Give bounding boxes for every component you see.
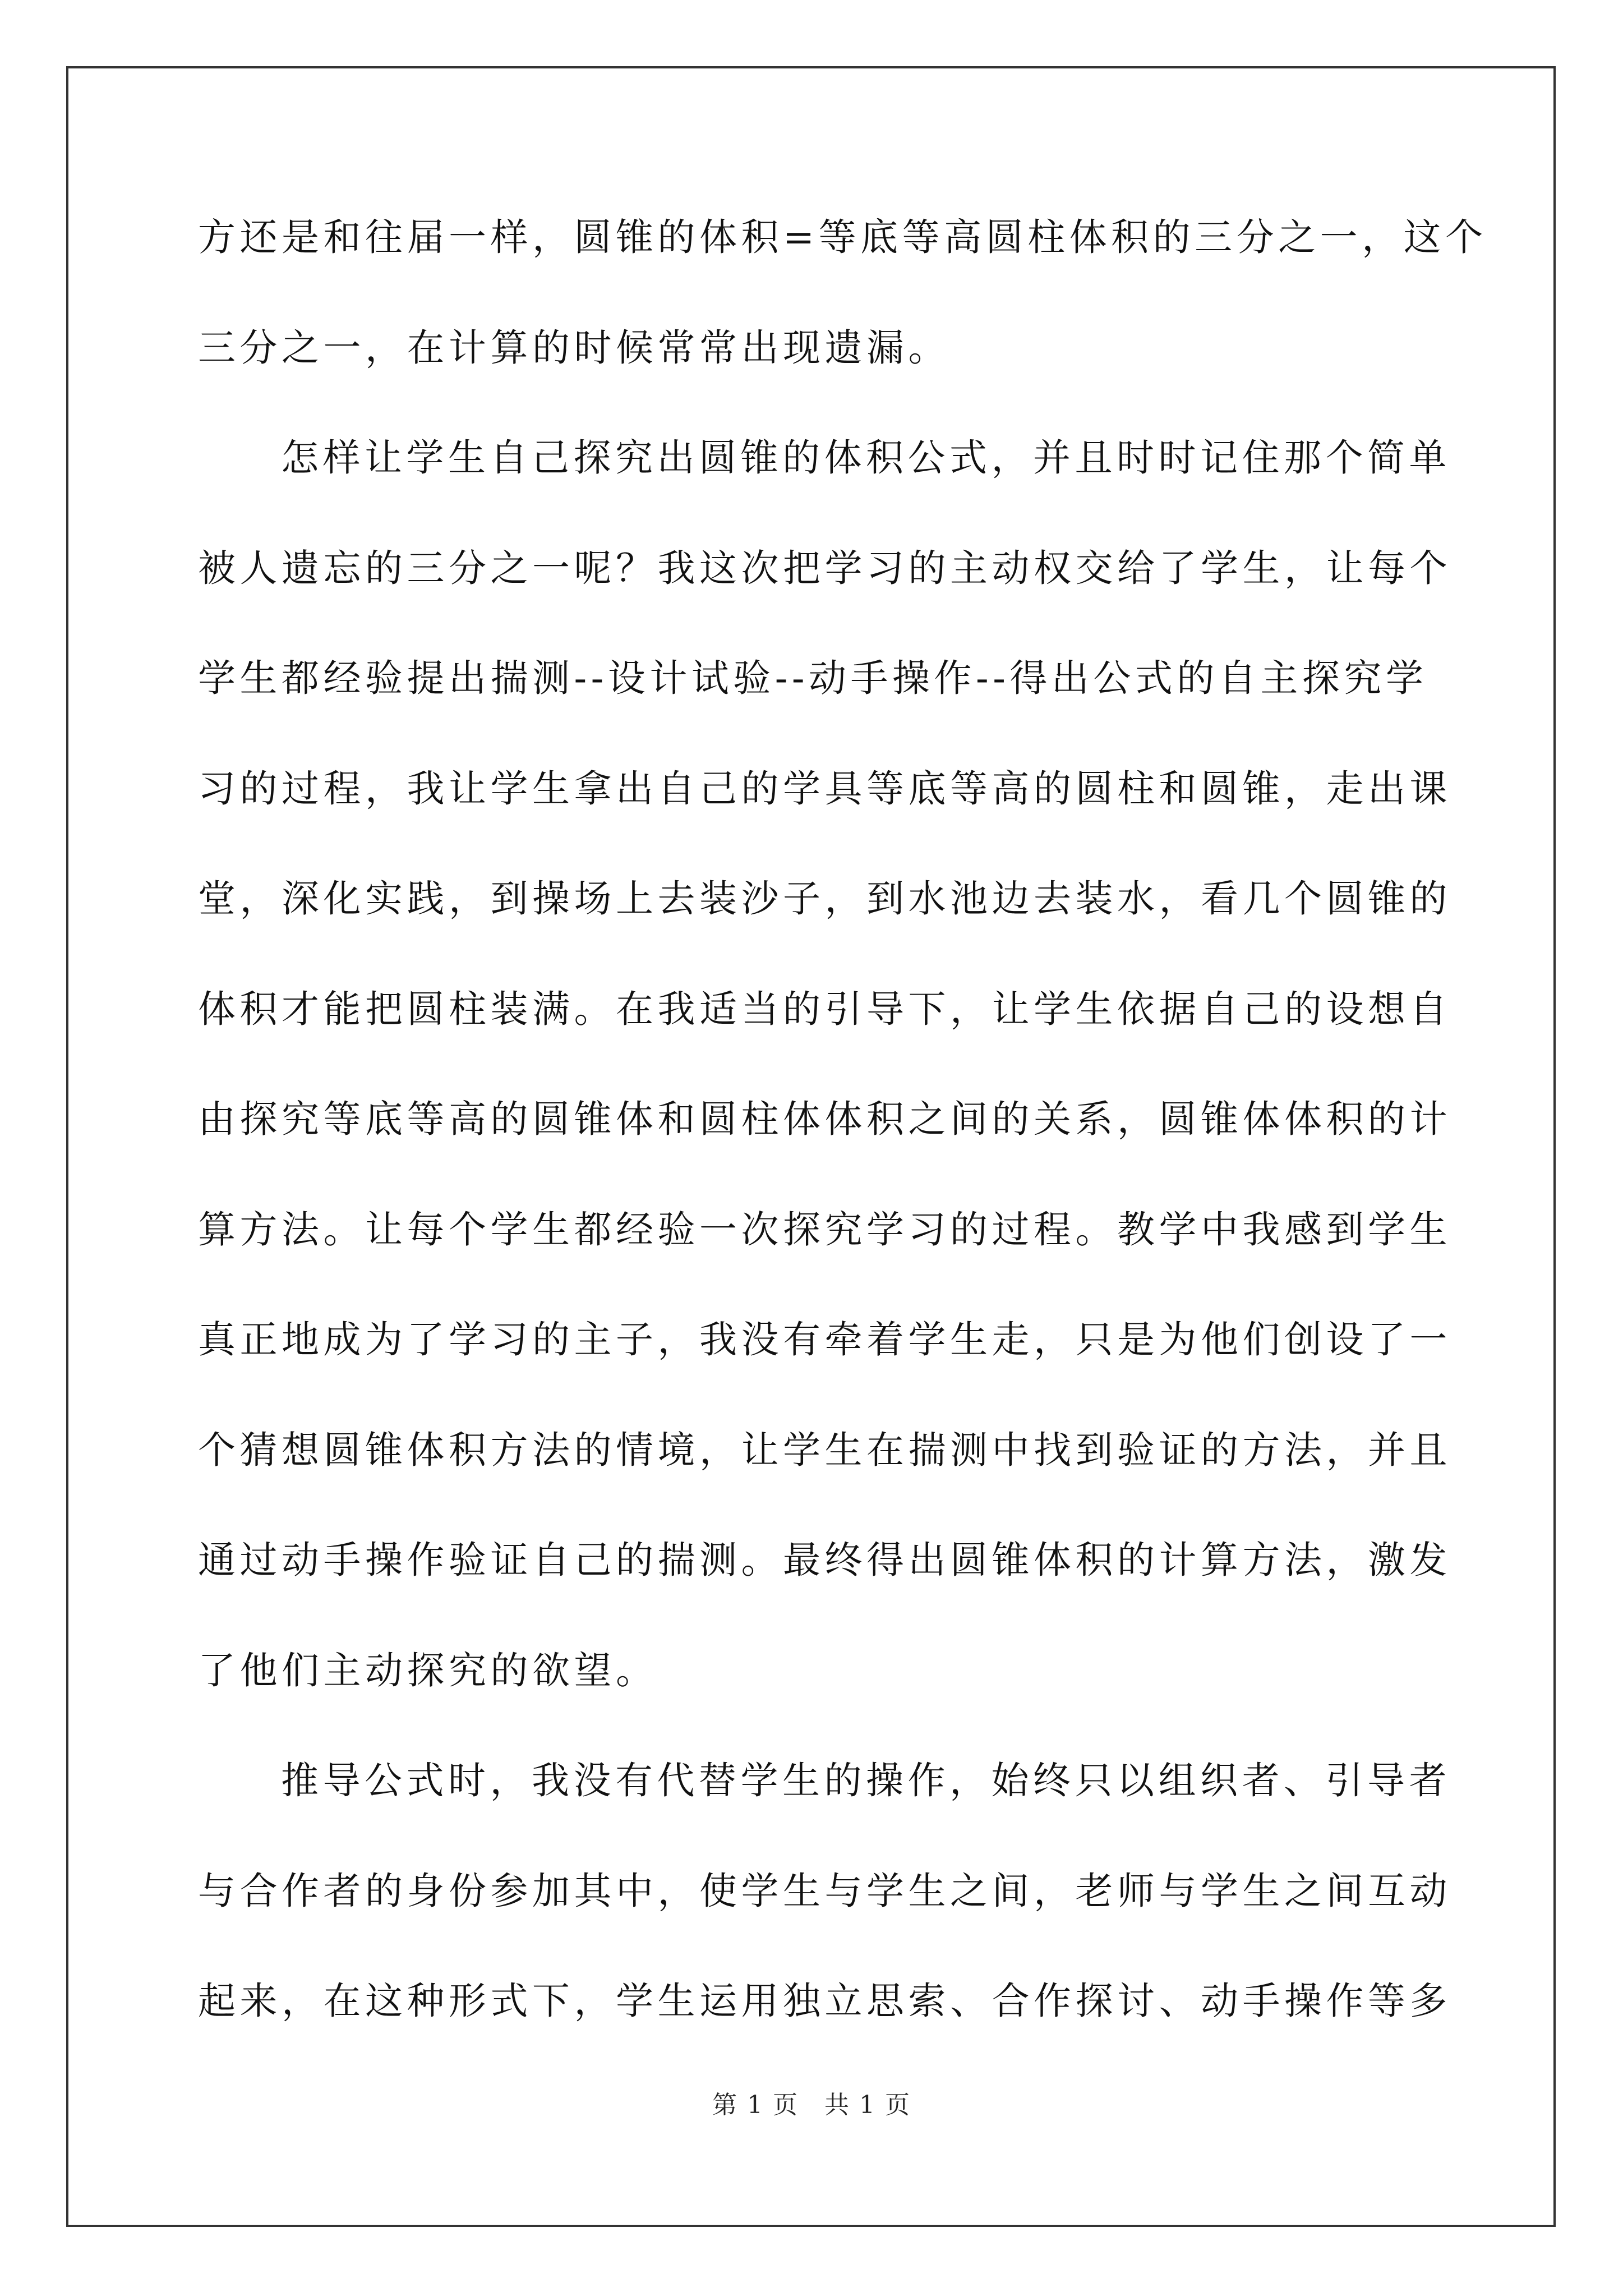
text-line: 通过动手操作验证自己的揣测。最终得出圆锥体积的计算方法，激发	[198, 1538, 1451, 1582]
document-body	[198, 182, 1487, 2056]
text-line: 学生都经验提出揣测--设计试验--动手操作--得出公式的自主探究学	[198, 656, 1428, 700]
text-line: 起来，在这种形式下，学生运用独立思索、合作探讨、动手操作等多	[198, 1979, 1451, 2023]
page-number-label: 第 1 页 共 1 页	[712, 2091, 911, 2119]
paragraph-1	[198, 182, 1487, 403]
text-line: 怎样让学生自己探究出圆锥的体积公式，并且时时记住那个简单	[281, 436, 1451, 480]
text-line: 算方法。让每个学生都经验一次探究学习的过程。教学中我感到学生	[198, 1207, 1451, 1251]
text-line: 与合作者的身份参加其中，使学生与学生之间，老师与学生之间互动	[198, 1869, 1451, 1913]
text-line: 由探究等底等高的圆锥体和圆柱体体积之间的关系，圆锥体体积的计	[198, 1097, 1451, 1141]
text-line: 堂，深化实践，到操场上去装沙子，到水池边去装水，看几个圆锥的	[198, 877, 1451, 921]
text-line: 习的过程，我让学生拿出自己的学具等底等高的圆柱和圆锥，走出课	[198, 766, 1451, 811]
text-line: 三分之一，在计算的时候常常出现遗漏。	[198, 325, 950, 370]
paragraph-3	[198, 1726, 1451, 2056]
paragraph-2	[198, 403, 1451, 1726]
page-footer	[0, 2085, 1623, 2120]
text-line: 个猜想圆锥体积方法的情境，让学生在揣测中找到验证的方法，并且	[198, 1428, 1451, 1472]
text-line: 方还是和往届一样，圆锥的体积=等底等高圆柱体积的三分之一，这个	[198, 215, 1487, 259]
text-line: 推导公式时，我没有代替学生的操作，始终只以组织者、引导者	[281, 1759, 1451, 1802]
text-line: 真正地成为了学习的主子，我没有牵着学生走，只是为他们创设了一	[198, 1318, 1451, 1361]
text-line: 被人遗忘的三分之一呢？我这次把学习的主动权交给了学生，让每个	[198, 546, 1451, 590]
text-line: 体积才能把圆柱装满。在我适当的引导下，让学生依据自己的设想自	[198, 987, 1451, 1031]
text-line: 了他们主动探究的欲望。	[198, 1648, 658, 1692]
